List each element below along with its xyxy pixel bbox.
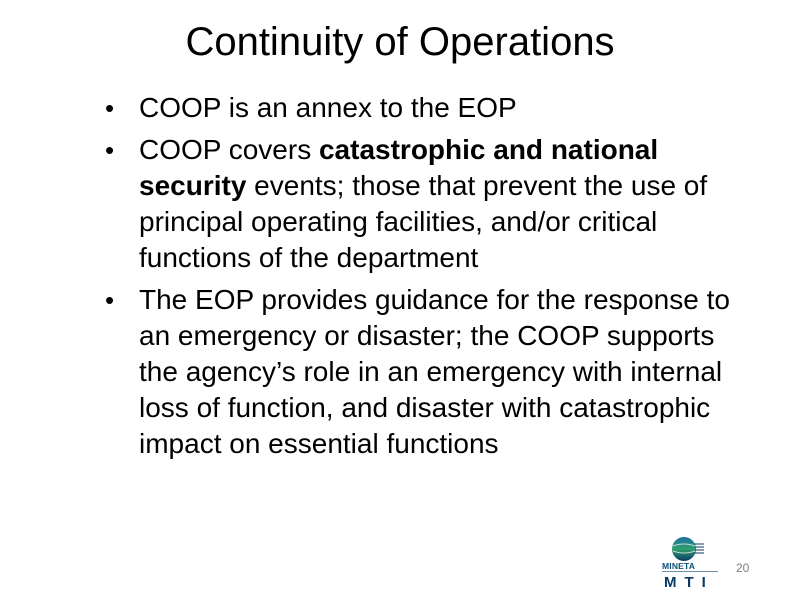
bullet-dot-icon: • [105, 93, 115, 123]
bullet-dot-icon: • [105, 285, 115, 315]
bullet-text: events; those that prevent the use of principal operating facilities, and/or critical functions of the department [139, 170, 708, 273]
bullet-text: COOP covers [139, 134, 319, 165]
page-number: 20 [736, 561, 750, 575]
mti-logo [662, 536, 718, 594]
bullet-dot-icon: • [105, 135, 115, 165]
slide-title: Continuity of Operations [185, 20, 615, 64]
logo-acronym: MTI [664, 574, 714, 591]
bullet-list [105, 90, 745, 468]
bullet-item [105, 132, 745, 276]
globe-logo-icon [670, 536, 704, 562]
bullet-item [105, 90, 745, 126]
logo-name: MINETA [662, 561, 696, 571]
bullet-text-bold: catastrophic and national security [139, 134, 659, 201]
bullet-text: COOP is an annex to the EOP [139, 92, 517, 123]
bullet-text: The EOP provides guidance for the response to an emergency or disaster; the COOP supports the agency’s role in an emergency with internal loss of function, and disaster with catastrophic impact on essential functions [139, 284, 730, 459]
bullet-item [105, 282, 745, 462]
